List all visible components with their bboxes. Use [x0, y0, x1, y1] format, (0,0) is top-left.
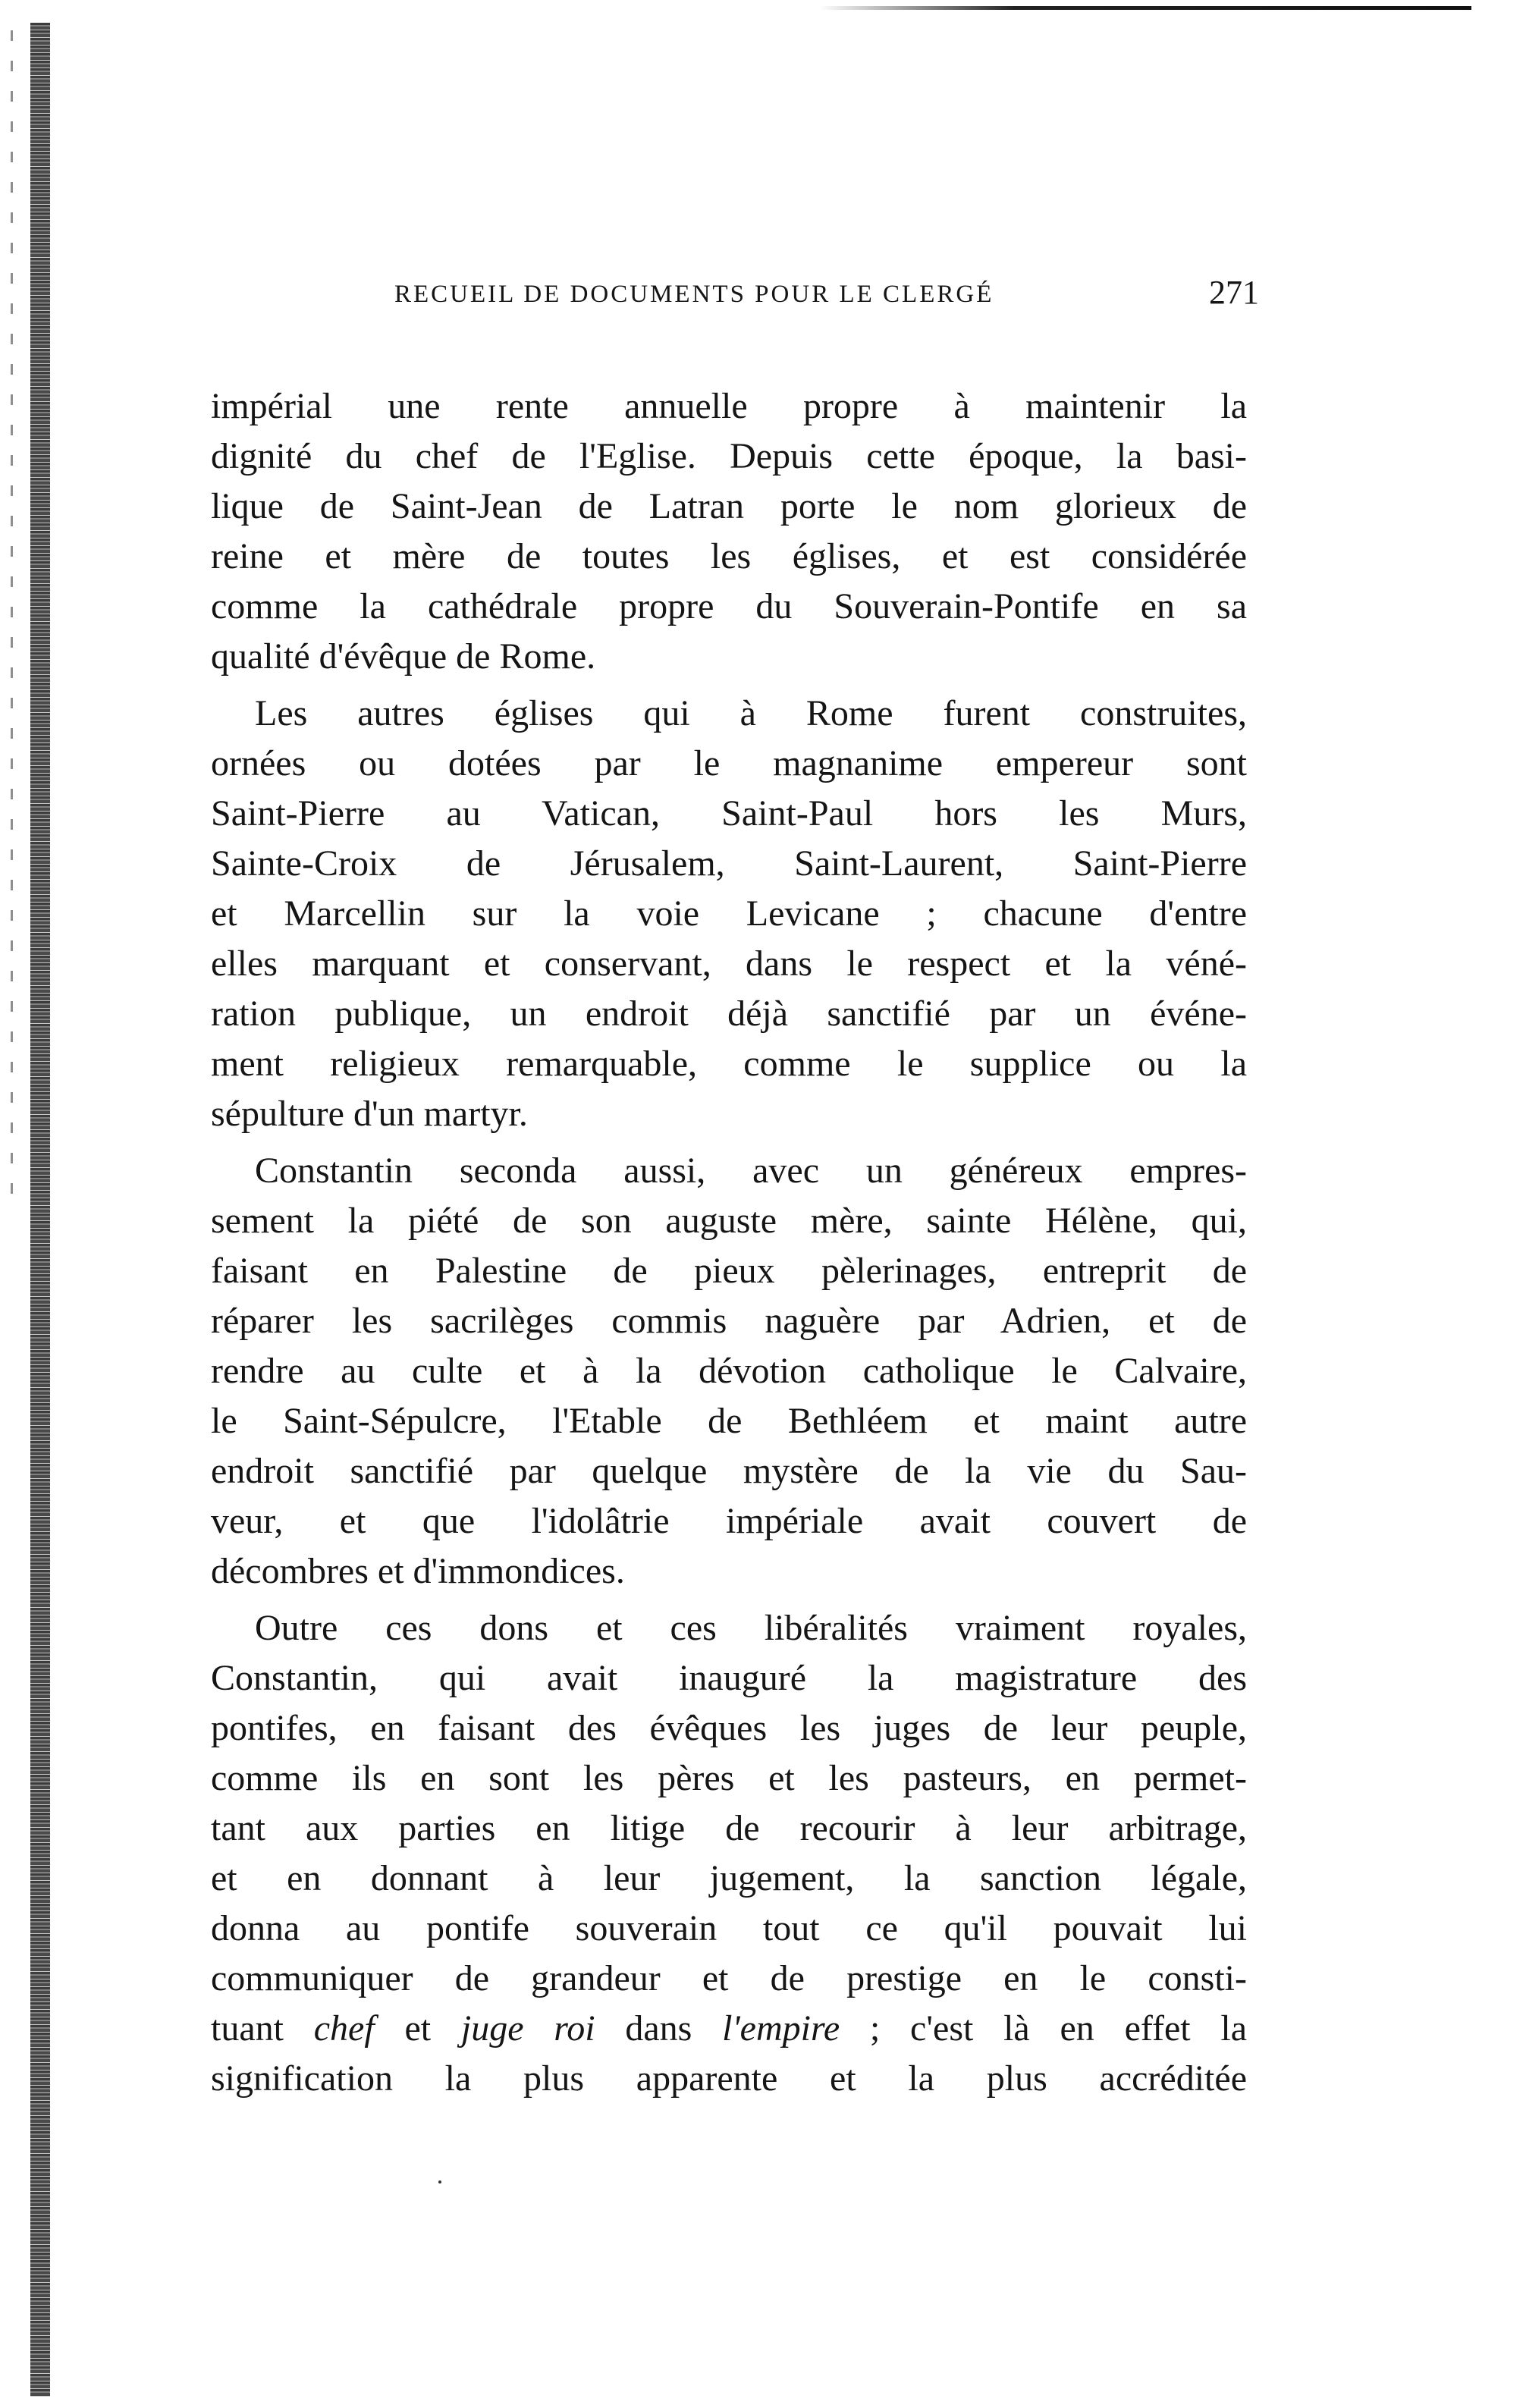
- page-number: 271: [1209, 274, 1259, 311]
- stray-mark: [438, 2180, 441, 2184]
- text-run: et: [374, 2008, 461, 2049]
- text-line: impérial une rente annuelle propre à maintenir la: [211, 386, 1247, 426]
- text-line: Saint-Pierre au Vatican, Saint-Paul hors les Murs,: [211, 793, 1247, 834]
- body-text: [211, 381, 1247, 2104]
- italic-term: l'empire: [722, 2008, 840, 2049]
- paragraph: [211, 381, 1247, 682]
- text-line: Sainte-Croix de Jérusalem, Saint-Laurent, Saint-Pierre: [211, 843, 1247, 884]
- italic-term: juge roi: [460, 2008, 595, 2049]
- text-line: ornées ou dotées par le magnanime empereur sont: [211, 743, 1247, 783]
- text-line: Outre ces dons et ces libéralités vraiment royales,: [255, 1608, 1247, 1648]
- text-line: signification la plus apparente et la plus accréditée: [211, 2058, 1247, 2099]
- paragraph: [211, 1146, 1247, 1596]
- running-title: RECUEIL DE DOCUMENTS POUR LE CLERGÉ: [394, 281, 994, 308]
- scan-top-rule: [819, 6, 1471, 10]
- paragraph: [211, 689, 1247, 1139]
- text-line: réparer les sacrilèges commis naguère par Adrien, et de: [211, 1301, 1247, 1341]
- text-line: donna au pontife souverain tout ce qu'il pouvait lui: [211, 1908, 1247, 1948]
- text-line: comme ils en sont les pères et les pasteurs, en permet-: [211, 1758, 1247, 1798]
- text-line: Constantin, qui avait inauguré la magistrature des: [211, 1658, 1247, 1698]
- text-run: dans: [595, 2008, 723, 2049]
- text-line: endroit sanctifié par quelque mystère de la vie du Sau-: [211, 1451, 1247, 1491]
- text-line: veur, et que l'idolâtrie impériale avait couvert de: [211, 1501, 1247, 1541]
- text-line: le Saint-Sépulcre, l'Etable de Bethléem et maint autre: [211, 1401, 1247, 1441]
- text-line: reine et mère de toutes les églises, et est considérée: [211, 536, 1247, 576]
- running-head: [394, 273, 1259, 319]
- text-line: décombres et d'immondices.: [211, 1551, 625, 1591]
- text-line: qualité d'évêque de Rome.: [211, 636, 596, 677]
- text-line: ration publique, un endroit déjà sanctifié par un événe-: [211, 994, 1247, 1034]
- text-line: Les autres églises qui à Rome furent construites,: [255, 693, 1247, 733]
- text-run: ; c'est là en effet la: [840, 2008, 1248, 2049]
- text-line: comme la cathédrale propre du Souverain-Pontife en sa: [211, 586, 1247, 626]
- italic-term: chef: [313, 2008, 375, 2049]
- text-line: pontifes, en faisant des évêques les juges de leur peuple,: [211, 1708, 1247, 1748]
- text-line-with-italics: [211, 2004, 1247, 2054]
- text-line: Constantin seconda aussi, avec un généreux empres-: [255, 1151, 1247, 1191]
- text-line: dignité du chef de l'Eglise. Depuis cette époque, la basi-: [211, 436, 1247, 476]
- text-line: elles marquant et conservant, dans le respect et la véné-: [211, 943, 1247, 984]
- paragraph: [211, 1603, 1247, 2104]
- text-line: lique de Saint-Jean de Latran porte le nom glorieux de: [211, 486, 1247, 526]
- text-line: communiquer de grandeur et de prestige en le consti-: [211, 1958, 1247, 1998]
- text-line: et Marcellin sur la voie Levicane ; chacune d'entre: [211, 893, 1247, 934]
- text-line: sement la piété de son auguste mère, sainte Hélène, qui,: [211, 1201, 1247, 1241]
- text-line: et en donnant à leur jugement, la sanction légale,: [211, 1858, 1247, 1898]
- text-line: sépulture d'un martyr.: [211, 1094, 528, 1134]
- binding-edge: [30, 23, 50, 2397]
- text-line: rendre au culte et à la dévotion catholique le Calvaire,: [211, 1351, 1247, 1391]
- binding-edge-marks: [11, 30, 13, 1213]
- text-run: tuant: [211, 2008, 314, 2049]
- text-line: faisant en Palestine de pieux pèlerinages, entreprit de: [211, 1251, 1247, 1291]
- text-line: tant aux parties en litige de recourir à leur arbitrage,: [211, 1808, 1247, 1848]
- text-line: ment religieux remarquable, comme le supplice ou la: [211, 1044, 1247, 1084]
